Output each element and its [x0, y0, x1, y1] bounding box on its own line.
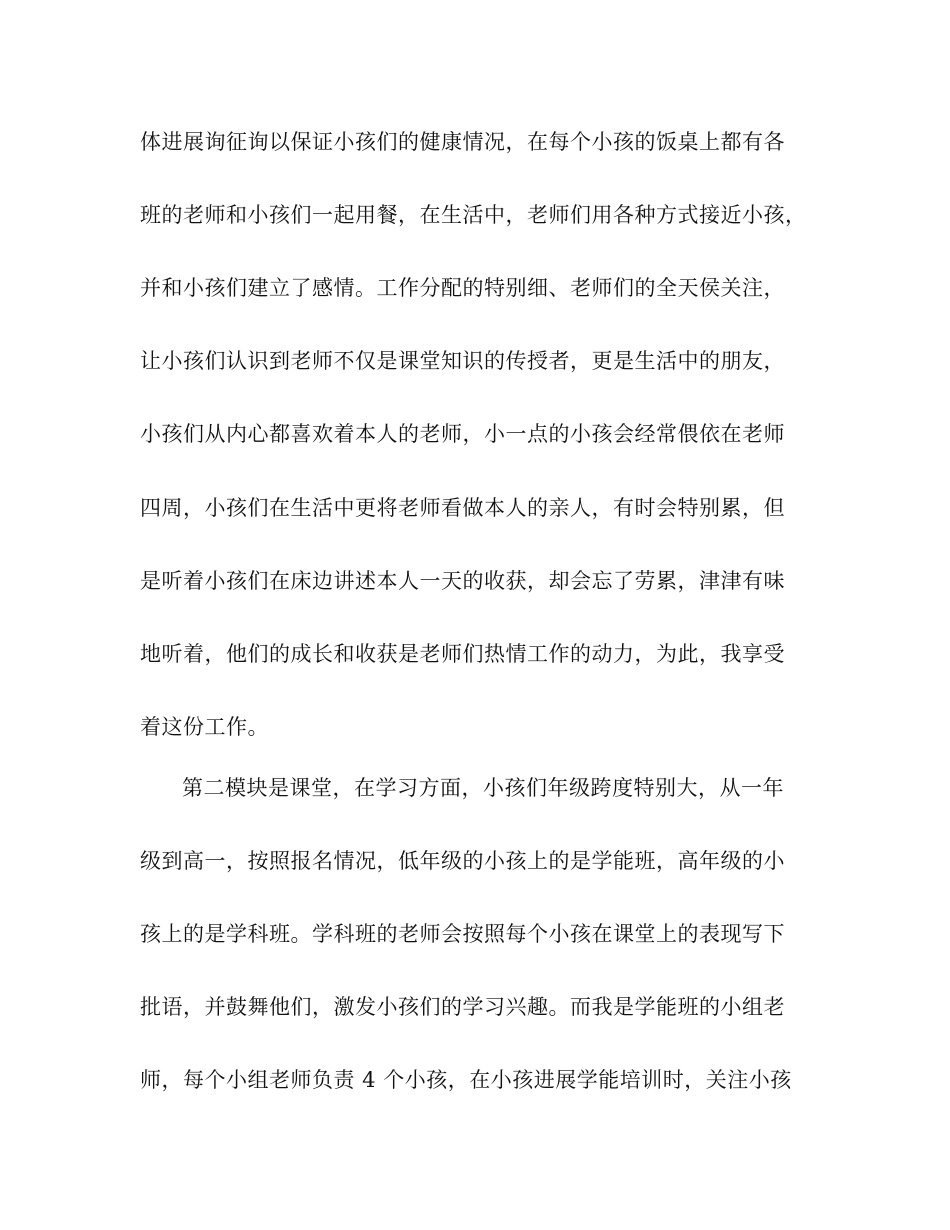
text-line: 级到高一，按照报名情况，低年级的小孩上的是学能班，高年级的小 [140, 849, 785, 873]
text-line: 体进展询征询以保证小孩们的健康情况，在每个小孩的饭桌上都有各 [140, 130, 785, 154]
text-line: 批语，并鼓舞他们，激发小孩们的学习兴趣。而我是学能班的小组老 [140, 995, 785, 1019]
text-line: 四周，小孩们在生活中更将老师看做本人的亲人，有时会特别累，但 [140, 496, 785, 520]
paragraph-first-line: 第二模块是课堂，在学习方面，小孩们年级跨度特别大，从一年 [182, 776, 784, 800]
text-line: 孩上的是学科班。学科班的老师会按照每个小孩在课堂上的表现写下 [140, 922, 785, 946]
text-line: 小孩们从内心都喜欢着本人的老师，小一点的小孩会经常偎依在老师 [140, 422, 785, 446]
text-line: 是听着小孩们在床边讲述本人一天的收获，却会忘了劳累，津津有味 [140, 569, 785, 593]
text-line: 地听着，他们的成长和收获是老师们热情工作的动力，为此，我享受 [140, 642, 785, 666]
text-line: 班的老师和小孩们一起用餐，在生活中，老师们用各种方式接近小孩， [140, 203, 807, 227]
text-line: 师，每个小组老师负责 4 个小孩，在小孩进展学能培训时，关注小孩 [140, 1068, 792, 1092]
text-line: 并和小孩们建立了感情。工作分配的特别细、老师们的全天侯关注， [140, 276, 785, 300]
text-line: 让小孩们认识到老师不仅是课堂知识的传授者，更是生活中的朋友， [140, 349, 785, 373]
text-line: 着这份工作。 [140, 715, 269, 739]
